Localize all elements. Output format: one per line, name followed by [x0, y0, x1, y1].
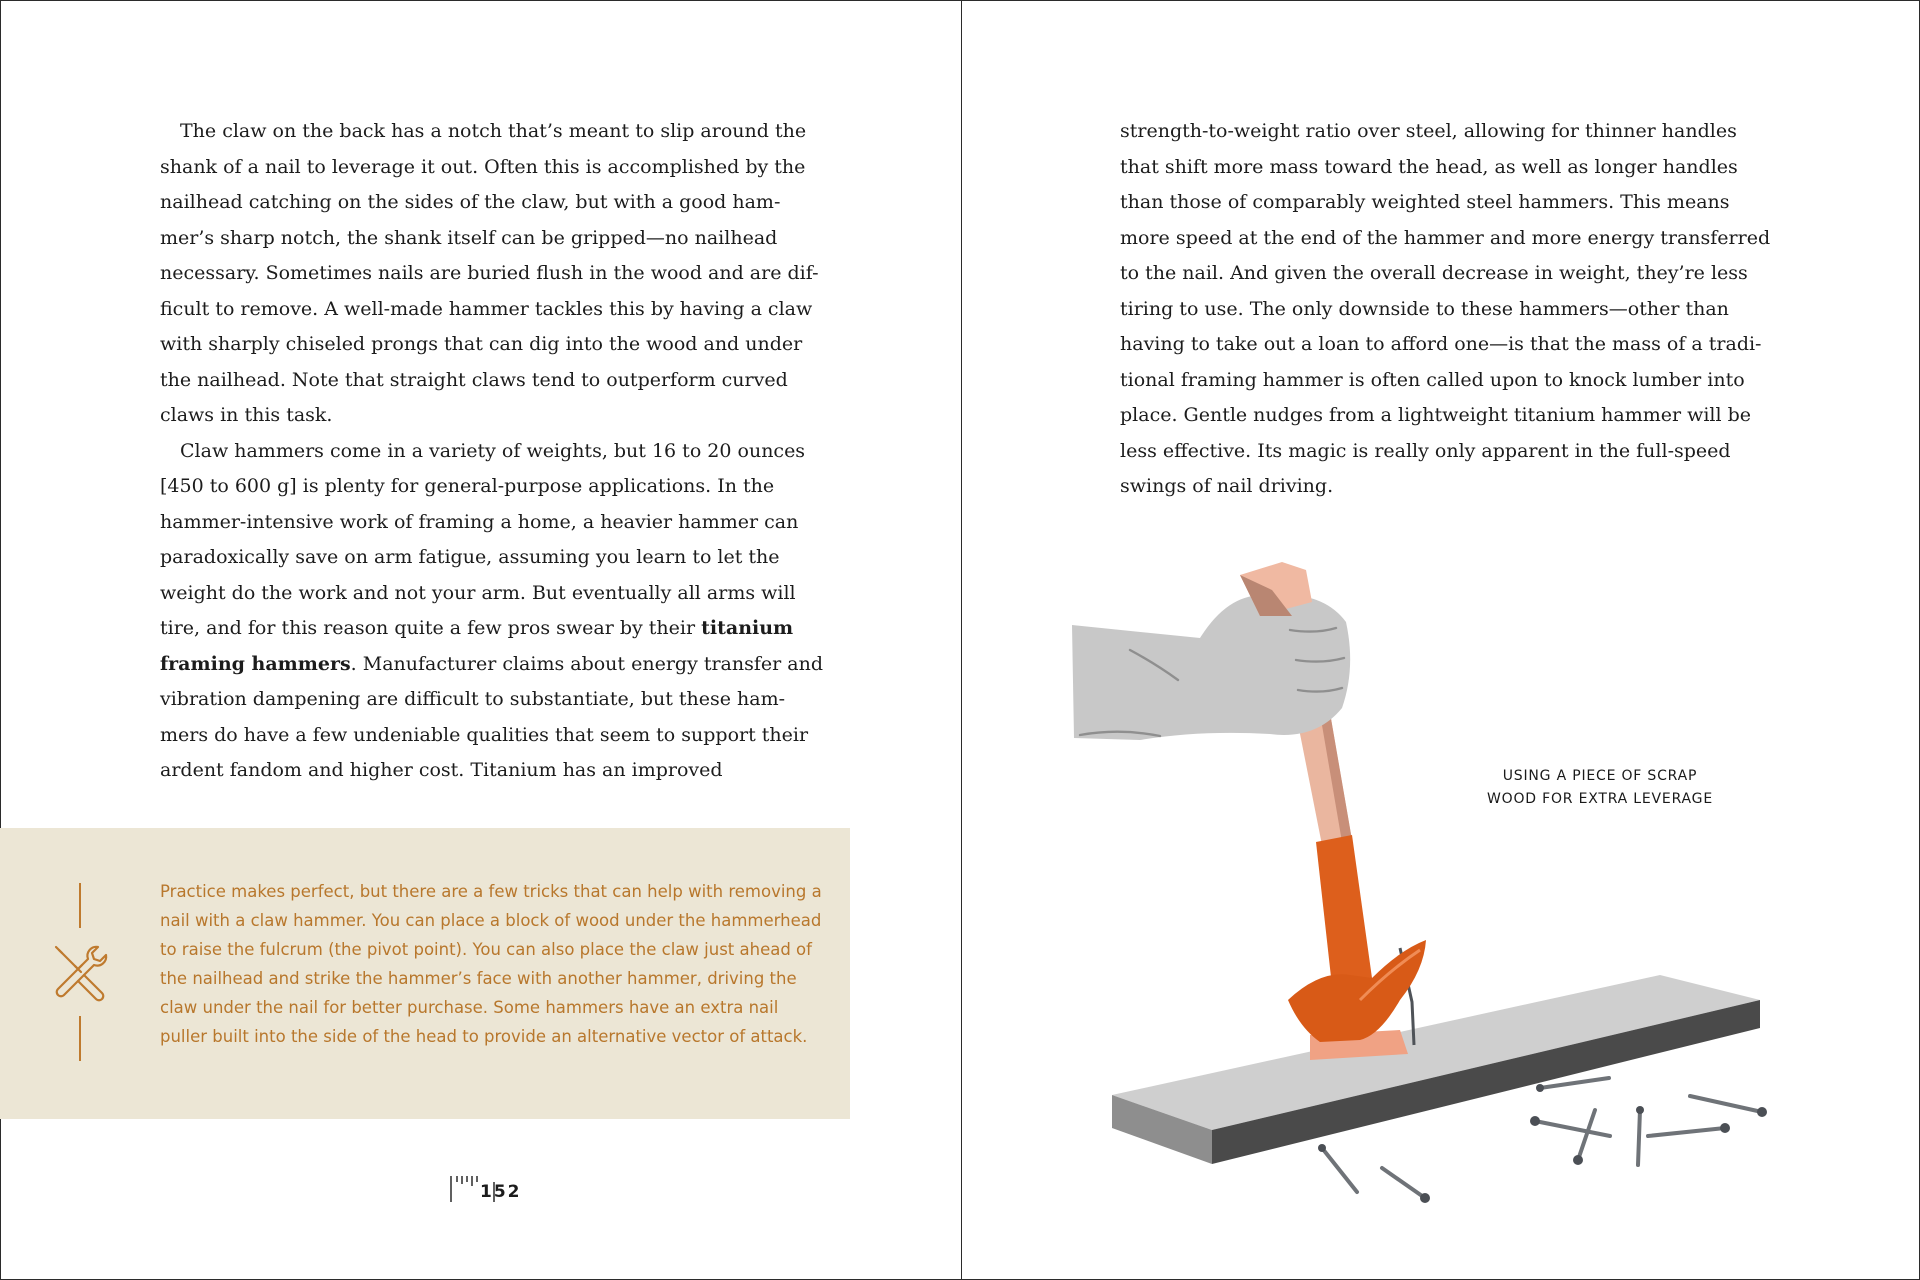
hammer-illustration [1060, 530, 1780, 1230]
body-line: the nailhead. Note that straight claws tend to outperform curved [160, 368, 788, 391]
body-line [160, 611, 800, 647]
body-line: place. Gentle nudges from a lightweight titanium hammer will be [1120, 404, 1752, 426]
body-line: weight do the work and not your arm. But eventually all arms will [160, 581, 796, 604]
body-line: hammer-intensive work of framing a home, a heavier hammer can [160, 510, 799, 533]
body-text-segment: . Manufacturer claims about energy transfer and [350, 652, 823, 675]
body-line: less effective. Its magic is really only apparent in the full-speed [1120, 439, 1731, 462]
tip-sidebar [0, 828, 850, 1119]
caption-line: WOOD FOR EXTRA LEVERAGE [1487, 791, 1713, 807]
body-line: mers do have a few undeniable qualities that seem to support their [160, 723, 809, 746]
body-line: tional framing hammer is often called upon to knock lumber into [1120, 368, 1745, 391]
body-line: strength-to-weight ratio over steel, allowing for thinner handles [1120, 120, 1737, 142]
page-spine [961, 0, 962, 1280]
body-line: to the nail. And given the overall decrease in weight, they’re less [1120, 262, 1748, 284]
body-line [160, 647, 823, 683]
tip-text: Practice makes perfect, but there are a few tricks that can help with removing a nail with a claw hammer. You can place a block of wood under the hammerhead to raise the fulcrum (the pivot point). You can also place the claw just ahead of the nailhead and strike the hammer’s face with another hammer, driving the claw under the nail for better purchase. Some hammers have an extra nail puller built into the side of the head to provide an alternative vector of attack. [160, 882, 822, 1046]
body-line: paradoxically save on arm fatigue, assuming you learn to let the [160, 546, 780, 568]
bold-term: framing hammers [160, 652, 351, 675]
illustration-caption [1470, 765, 1730, 811]
body-line: The claw on the back has a notch that’s meant to slip around the [180, 120, 807, 142]
body-line: ardent fandom and higher cost. Titanium has an improved [160, 759, 723, 781]
body-line: vibration dampening are difficult to substantiate, but these ham- [160, 688, 786, 710]
body-line: necessary. Sometimes nails are buried flush in the wood and are dif- [160, 262, 819, 284]
gloved-hand [1072, 595, 1350, 740]
body-line: than those of comparably weighted steel hammers. This means [1120, 191, 1730, 213]
body-line: more speed at the end of the hammer and more energy transferred [1120, 226, 1771, 249]
tip-divider [79, 883, 81, 928]
body-line: having to take out a loan to afford one—is that the mass of a tradi- [1120, 333, 1762, 355]
page-number-text: 152 [480, 1182, 522, 1202]
tools-icon [48, 941, 110, 1003]
body-line: [450 to 600 g] is plenty for general-purpose applications. In the [160, 475, 775, 497]
hammer-shaft [1316, 835, 1372, 986]
right-body-text [1120, 114, 1770, 505]
caption-line: USING A PIECE OF SCRAP [1502, 768, 1698, 784]
bold-term: titanium [701, 617, 794, 639]
body-line: swings of nail driving. [1120, 475, 1334, 497]
body-line: nailhead catching on the sides of the claw, but with a good ham- [160, 191, 781, 213]
body-text-segment: tire, and for this reason quite a few pros swear by their [160, 617, 702, 639]
body-line: with sharply chiseled prongs that can dig into the wood and under [160, 333, 803, 355]
body-line: ficult to remove. A well-made hammer tackles this by having a claw [160, 297, 813, 320]
body-line: that shift more mass toward the head, as well as longer handles [1120, 155, 1738, 178]
body-line: mer’s sharp notch, the shank itself can be gripped—no nailhead [160, 226, 778, 249]
body-line: tiring to use. The only downside to these hammers—other than [1120, 297, 1729, 320]
body-line: Claw hammers come in a variety of weights, but 16 to 20 ounces [180, 439, 806, 462]
body-line: shank of a nail to leverage it out. Often this is accomplished by the [160, 155, 806, 178]
body-line: claws in this task. [160, 404, 333, 426]
left-body-text [160, 114, 823, 789]
page-number [448, 1172, 528, 1206]
tip-divider [79, 1016, 81, 1061]
